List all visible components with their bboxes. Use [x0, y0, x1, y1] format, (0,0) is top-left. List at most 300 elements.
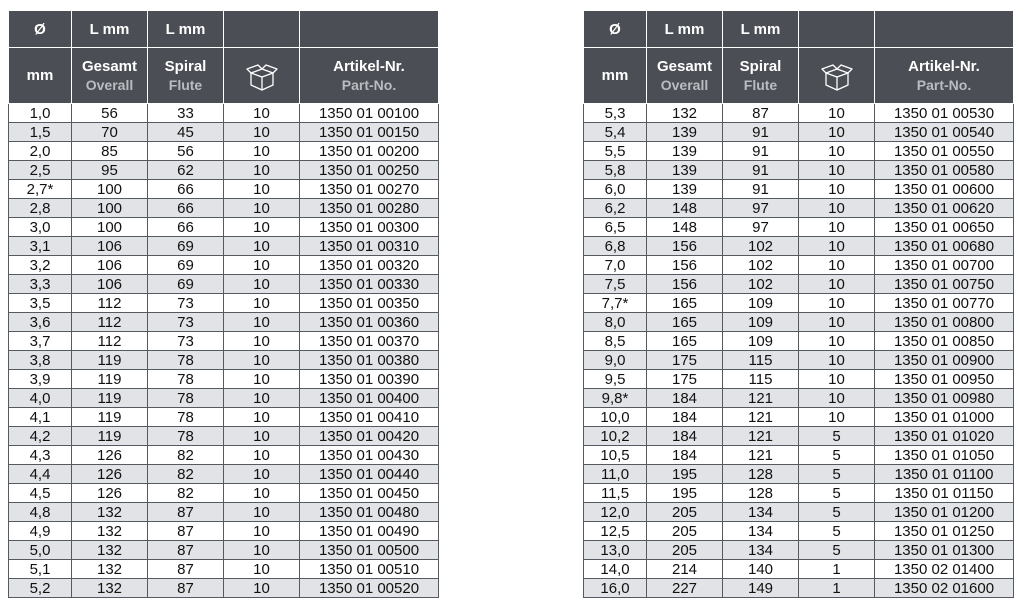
table-row [584, 408, 1014, 427]
part-label-en: Part-No. [341, 76, 397, 93]
table-row [584, 465, 1014, 484]
part-number-cell: 1350 01 00450 [300, 484, 439, 503]
header-row-units [9, 11, 439, 48]
diameter-cell: 4,1 [9, 408, 72, 427]
pack-qty-cell: 10 [799, 199, 875, 218]
part-number-cell: 1350 02 01600 [875, 579, 1014, 598]
package-box-icon [820, 59, 854, 93]
flute-label-de: Spiral [739, 57, 782, 75]
flute-length-cell: 69 [148, 256, 224, 275]
flute-length-cell: 97 [723, 199, 799, 218]
part-number-cell: 1350 01 01200 [875, 503, 1014, 522]
overall-length-cell: 148 [647, 199, 723, 218]
overall-length-cell: 165 [647, 332, 723, 351]
header-row-units [584, 11, 1014, 48]
flute-length-cell: 128 [723, 484, 799, 503]
table-row [584, 161, 1014, 180]
pack-qty-cell: 10 [224, 484, 300, 503]
part-number-cell: 1350 01 00620 [875, 199, 1014, 218]
pack-qty-cell: 5 [799, 427, 875, 446]
part-number-cell: 1350 01 01150 [875, 484, 1014, 503]
flute-length-cell: 102 [723, 275, 799, 294]
part-number-cell: 1350 01 01300 [875, 541, 1014, 560]
part-number-cell: 1350 01 00950 [875, 370, 1014, 389]
overall-length-cell: 106 [72, 237, 148, 256]
overall-length-cell: 106 [72, 275, 148, 294]
drill-table-right [583, 10, 1014, 598]
package-quantity-header [799, 48, 875, 104]
pack-qty-cell: 5 [799, 503, 875, 522]
diameter-cell: 7,0 [584, 256, 647, 275]
table-row [584, 142, 1014, 161]
part-number-cell: 1350 01 00400 [300, 389, 439, 408]
pack-qty-cell: 5 [799, 522, 875, 541]
diameter-cell: 11,5 [584, 484, 647, 503]
pack-qty-cell: 10 [224, 142, 300, 161]
table-row [9, 579, 439, 598]
pack-qty-cell: 10 [799, 275, 875, 294]
part-label-de: Artikel-Nr. [333, 57, 405, 75]
pack-qty-cell: 10 [224, 408, 300, 427]
overall-length-cell: 119 [72, 427, 148, 446]
overall-length-cell: 139 [647, 180, 723, 199]
part-number-cell: 1350 01 00480 [300, 503, 439, 522]
diameter-cell: 9,0 [584, 351, 647, 370]
diameter-cell: 1,5 [9, 123, 72, 142]
diameter-unit-header: mm [584, 48, 647, 104]
table-row [9, 446, 439, 465]
pack-qty-cell: 10 [224, 237, 300, 256]
pack-qty-cell: 10 [224, 332, 300, 351]
flute-length-header [148, 48, 224, 104]
flute-length-cell: 82 [148, 465, 224, 484]
pack-qty-cell: 10 [224, 541, 300, 560]
table-row [584, 446, 1014, 465]
diameter-cell: 5,3 [584, 104, 647, 123]
flute-length-cell: 87 [148, 560, 224, 579]
part-number-cell: 1350 01 00700 [875, 256, 1014, 275]
table-row [9, 484, 439, 503]
diameter-cell: 2,5 [9, 161, 72, 180]
overall-length-cell: 119 [72, 389, 148, 408]
pack-qty-cell: 10 [799, 294, 875, 313]
overall-length-header [647, 48, 723, 104]
table-row [584, 522, 1014, 541]
pack-qty-cell: 10 [224, 389, 300, 408]
part-number-cell: 1350 01 00390 [300, 370, 439, 389]
table-row [584, 484, 1014, 503]
flute-length-cell: 91 [723, 161, 799, 180]
table-row [9, 465, 439, 484]
flute-unit-header: L mm [723, 11, 799, 48]
part-number-cell: 1350 01 00900 [875, 351, 1014, 370]
flute-length-cell: 134 [723, 522, 799, 541]
flute-length-cell: 102 [723, 237, 799, 256]
table-row [584, 237, 1014, 256]
flute-length-cell: 66 [148, 180, 224, 199]
part-blank-header [875, 11, 1014, 48]
overall-length-cell: 227 [647, 579, 723, 598]
overall-label-de: Gesamt [81, 57, 138, 75]
diameter-cell: 4,2 [9, 427, 72, 446]
flute-length-cell: 115 [723, 370, 799, 389]
part-label-en: Part-No. [916, 76, 972, 93]
pack-qty-cell: 10 [799, 180, 875, 199]
pack-qty-cell: 10 [799, 161, 875, 180]
pack-qty-cell: 10 [799, 256, 875, 275]
table-row [584, 560, 1014, 579]
diameter-symbol-header: Ø [9, 11, 72, 48]
overall-length-cell: 156 [647, 256, 723, 275]
flute-length-cell: 149 [723, 579, 799, 598]
table-row [584, 218, 1014, 237]
part-number-cell: 1350 01 00980 [875, 389, 1014, 408]
diameter-cell: 5,0 [9, 541, 72, 560]
pack-qty-cell: 10 [799, 313, 875, 332]
overall-length-header [72, 48, 148, 104]
flute-length-cell: 109 [723, 313, 799, 332]
flute-length-cell: 73 [148, 294, 224, 313]
overall-length-cell: 148 [647, 218, 723, 237]
part-number-cell: 1350 01 00490 [300, 522, 439, 541]
flute-length-cell: 109 [723, 332, 799, 351]
pack-qty-cell: 10 [799, 218, 875, 237]
flute-length-cell: 33 [148, 104, 224, 123]
part-label-de: Artikel-Nr. [908, 57, 980, 75]
diameter-cell: 10,0 [584, 408, 647, 427]
flute-length-cell: 73 [148, 332, 224, 351]
diameter-unit-header: mm [9, 48, 72, 104]
flute-length-cell: 82 [148, 446, 224, 465]
diameter-cell: 4,4 [9, 465, 72, 484]
flute-length-cell: 121 [723, 408, 799, 427]
part-number-cell: 1350 01 01250 [875, 522, 1014, 541]
overall-length-cell: 112 [72, 332, 148, 351]
overall-length-cell: 85 [72, 142, 148, 161]
overall-length-cell: 132 [72, 579, 148, 598]
table-row [9, 275, 439, 294]
flute-length-cell: 102 [723, 256, 799, 275]
diameter-cell: 1,0 [9, 104, 72, 123]
pack-qty-cell: 10 [224, 161, 300, 180]
diameter-cell: 4,3 [9, 446, 72, 465]
diameter-cell: 10,2 [584, 427, 647, 446]
overall-length-cell: 184 [647, 389, 723, 408]
overall-length-cell: 112 [72, 313, 148, 332]
flute-length-cell: 109 [723, 294, 799, 313]
table-row [9, 142, 439, 161]
overall-length-cell: 126 [72, 465, 148, 484]
diameter-cell: 6,2 [584, 199, 647, 218]
part-number-header [300, 48, 439, 104]
diameter-cell: 3,8 [9, 351, 72, 370]
diameter-cell: 16,0 [584, 579, 647, 598]
pack-qty-cell: 10 [224, 180, 300, 199]
overall-length-cell: 139 [647, 142, 723, 161]
overall-length-cell: 175 [647, 370, 723, 389]
flute-length-cell: 91 [723, 123, 799, 142]
pack-qty-cell: 10 [799, 389, 875, 408]
overall-length-cell: 175 [647, 351, 723, 370]
flute-label-de: Spiral [164, 57, 207, 75]
pack-blank-header [799, 11, 875, 48]
flute-length-cell: 62 [148, 161, 224, 180]
table-row [9, 161, 439, 180]
pack-qty-cell: 10 [224, 104, 300, 123]
part-number-cell: 1350 01 00360 [300, 313, 439, 332]
table-row [9, 237, 439, 256]
part-number-cell: 1350 01 00800 [875, 313, 1014, 332]
pack-qty-cell: 10 [799, 142, 875, 161]
flute-label-en: Flute [168, 76, 203, 93]
diameter-cell: 3,9 [9, 370, 72, 389]
part-number-cell: 1350 01 00150 [300, 123, 439, 142]
flute-length-cell: 87 [723, 104, 799, 123]
diameter-cell: 9,8* [584, 389, 647, 408]
overall-length-cell: 106 [72, 256, 148, 275]
overall-length-cell: 132 [72, 522, 148, 541]
diameter-cell: 3,0 [9, 218, 72, 237]
part-number-cell: 1350 01 00440 [300, 465, 439, 484]
part-number-cell: 1350 01 00850 [875, 332, 1014, 351]
flute-length-cell: 78 [148, 408, 224, 427]
part-number-cell: 1350 01 00300 [300, 218, 439, 237]
overall-length-cell: 205 [647, 503, 723, 522]
table-row [9, 522, 439, 541]
flute-length-cell: 91 [723, 180, 799, 199]
overall-length-cell: 139 [647, 161, 723, 180]
part-number-cell: 1350 01 01050 [875, 446, 1014, 465]
diameter-cell: 3,6 [9, 313, 72, 332]
flute-length-cell: 128 [723, 465, 799, 484]
diameter-cell: 10,5 [584, 446, 647, 465]
diameter-cell: 3,7 [9, 332, 72, 351]
pack-qty-cell: 10 [224, 522, 300, 541]
pack-qty-cell: 10 [799, 370, 875, 389]
overall-unit-header: L mm [72, 11, 148, 48]
diameter-cell: 4,9 [9, 522, 72, 541]
table-row [9, 294, 439, 313]
part-number-cell: 1350 01 00650 [875, 218, 1014, 237]
overall-length-cell: 205 [647, 522, 723, 541]
flute-length-cell: 45 [148, 123, 224, 142]
flute-length-cell: 134 [723, 503, 799, 522]
diameter-cell: 13,0 [584, 541, 647, 560]
part-number-cell: 1350 01 00600 [875, 180, 1014, 199]
part-blank-header [300, 11, 439, 48]
overall-unit-header: L mm [647, 11, 723, 48]
flute-length-cell: 69 [148, 275, 224, 294]
overall-length-cell: 126 [72, 484, 148, 503]
flute-length-cell: 66 [148, 199, 224, 218]
pack-qty-cell: 5 [799, 446, 875, 465]
part-number-cell: 1350 01 00520 [300, 579, 439, 598]
overall-length-cell: 119 [72, 370, 148, 389]
table-row [584, 427, 1014, 446]
diameter-cell: 6,8 [584, 237, 647, 256]
part-number-header [875, 48, 1014, 104]
diameter-cell: 2,8 [9, 199, 72, 218]
header-row-labels [9, 48, 439, 104]
overall-length-cell: 139 [647, 123, 723, 142]
package-box-icon [245, 59, 279, 93]
pack-qty-cell: 10 [224, 560, 300, 579]
diameter-cell: 2,0 [9, 142, 72, 161]
part-number-cell: 1350 01 00270 [300, 180, 439, 199]
overall-length-cell: 126 [72, 446, 148, 465]
flute-length-cell: 87 [148, 541, 224, 560]
flute-length-cell: 115 [723, 351, 799, 370]
part-number-cell: 1350 01 00200 [300, 142, 439, 161]
pack-qty-cell: 10 [224, 123, 300, 142]
table-row [9, 218, 439, 237]
pack-qty-cell: 10 [224, 199, 300, 218]
table-row [584, 180, 1014, 199]
flute-length-cell: 73 [148, 313, 224, 332]
pack-qty-cell: 10 [799, 123, 875, 142]
diameter-cell: 3,2 [9, 256, 72, 275]
table-row [9, 123, 439, 142]
diameter-cell: 5,8 [584, 161, 647, 180]
diameter-cell: 12,5 [584, 522, 647, 541]
package-quantity-header [224, 48, 300, 104]
pack-qty-cell: 10 [224, 446, 300, 465]
diameter-cell: 8,0 [584, 313, 647, 332]
overall-length-cell: 100 [72, 199, 148, 218]
table-row [9, 313, 439, 332]
overall-length-cell: 184 [647, 408, 723, 427]
pack-qty-cell: 10 [799, 332, 875, 351]
table-row [9, 541, 439, 560]
flute-length-cell: 87 [148, 503, 224, 522]
overall-length-cell: 132 [72, 541, 148, 560]
overall-length-cell: 205 [647, 541, 723, 560]
overall-length-cell: 100 [72, 180, 148, 199]
pack-qty-cell: 5 [799, 541, 875, 560]
header-row-labels [584, 48, 1014, 104]
overall-length-cell: 156 [647, 275, 723, 294]
part-number-cell: 1350 01 00500 [300, 541, 439, 560]
pack-qty-cell: 10 [799, 104, 875, 123]
pack-qty-cell: 10 [799, 237, 875, 256]
overall-length-cell: 165 [647, 313, 723, 332]
overall-length-cell: 56 [72, 104, 148, 123]
part-number-cell: 1350 01 00540 [875, 123, 1014, 142]
pack-qty-cell: 10 [224, 313, 300, 332]
overall-length-cell: 195 [647, 484, 723, 503]
part-number-cell: 1350 01 00770 [875, 294, 1014, 313]
overall-length-cell: 132 [647, 104, 723, 123]
overall-length-cell: 195 [647, 465, 723, 484]
table-row [9, 180, 439, 199]
flute-length-cell: 87 [148, 522, 224, 541]
pack-qty-cell: 10 [799, 408, 875, 427]
part-number-cell: 1350 01 00680 [875, 237, 1014, 256]
pack-qty-cell: 10 [224, 218, 300, 237]
part-number-cell: 1350 01 01020 [875, 427, 1014, 446]
diameter-cell: 3,5 [9, 294, 72, 313]
diameter-cell: 6,5 [584, 218, 647, 237]
overall-length-cell: 214 [647, 560, 723, 579]
table-row [584, 104, 1014, 123]
diameter-cell: 4,8 [9, 503, 72, 522]
flute-length-header [723, 48, 799, 104]
pack-qty-cell: 1 [799, 579, 875, 598]
pack-qty-cell: 10 [224, 465, 300, 484]
diameter-cell: 7,7* [584, 294, 647, 313]
overall-length-cell: 184 [647, 446, 723, 465]
part-number-cell: 1350 01 00420 [300, 427, 439, 446]
diameter-cell: 3,1 [9, 237, 72, 256]
pack-qty-cell: 5 [799, 465, 875, 484]
part-number-cell: 1350 01 00350 [300, 294, 439, 313]
flute-unit-header: L mm [148, 11, 224, 48]
diameter-cell: 6,0 [584, 180, 647, 199]
part-number-cell: 1350 01 01000 [875, 408, 1014, 427]
overall-length-cell: 119 [72, 351, 148, 370]
table-row [584, 503, 1014, 522]
part-number-cell: 1350 01 00510 [300, 560, 439, 579]
part-number-cell: 1350 01 00320 [300, 256, 439, 275]
table-row [584, 351, 1014, 370]
flute-length-cell: 91 [723, 142, 799, 161]
overall-length-cell: 132 [72, 560, 148, 579]
table-row [584, 275, 1014, 294]
diameter-cell: 11,0 [584, 465, 647, 484]
overall-label-en: Overall [660, 76, 709, 93]
pack-qty-cell: 1 [799, 560, 875, 579]
diameter-cell: 4,0 [9, 389, 72, 408]
flute-length-cell: 78 [148, 351, 224, 370]
flute-length-cell: 140 [723, 560, 799, 579]
table-row [9, 256, 439, 275]
part-number-cell: 1350 01 00100 [300, 104, 439, 123]
part-number-cell: 1350 01 00380 [300, 351, 439, 370]
diameter-cell: 9,5 [584, 370, 647, 389]
part-number-cell: 1350 01 00430 [300, 446, 439, 465]
diameter-cell: 7,5 [584, 275, 647, 294]
pack-qty-cell: 10 [224, 256, 300, 275]
table-row [9, 408, 439, 427]
table-row [584, 294, 1014, 313]
table-row [584, 541, 1014, 560]
overall-length-cell: 156 [647, 237, 723, 256]
table-row [9, 351, 439, 370]
diameter-cell: 12,0 [584, 503, 647, 522]
diameter-cell: 4,5 [9, 484, 72, 503]
part-number-cell: 1350 01 00580 [875, 161, 1014, 180]
table-row [584, 199, 1014, 218]
part-number-cell: 1350 01 00310 [300, 237, 439, 256]
table-row [9, 560, 439, 579]
part-number-cell: 1350 01 00330 [300, 275, 439, 294]
table-row [584, 313, 1014, 332]
table-row [9, 332, 439, 351]
overall-length-cell: 112 [72, 294, 148, 313]
overall-length-cell: 165 [647, 294, 723, 313]
overall-label-en: Overall [85, 76, 134, 93]
table-row [9, 503, 439, 522]
flute-length-cell: 97 [723, 218, 799, 237]
table-row [584, 370, 1014, 389]
part-number-cell: 1350 01 00410 [300, 408, 439, 427]
diameter-cell: 3,3 [9, 275, 72, 294]
part-number-cell: 1350 02 01400 [875, 560, 1014, 579]
pack-qty-cell: 5 [799, 484, 875, 503]
table-row [584, 123, 1014, 142]
part-number-cell: 1350 01 00280 [300, 199, 439, 218]
flute-length-cell: 87 [148, 579, 224, 598]
